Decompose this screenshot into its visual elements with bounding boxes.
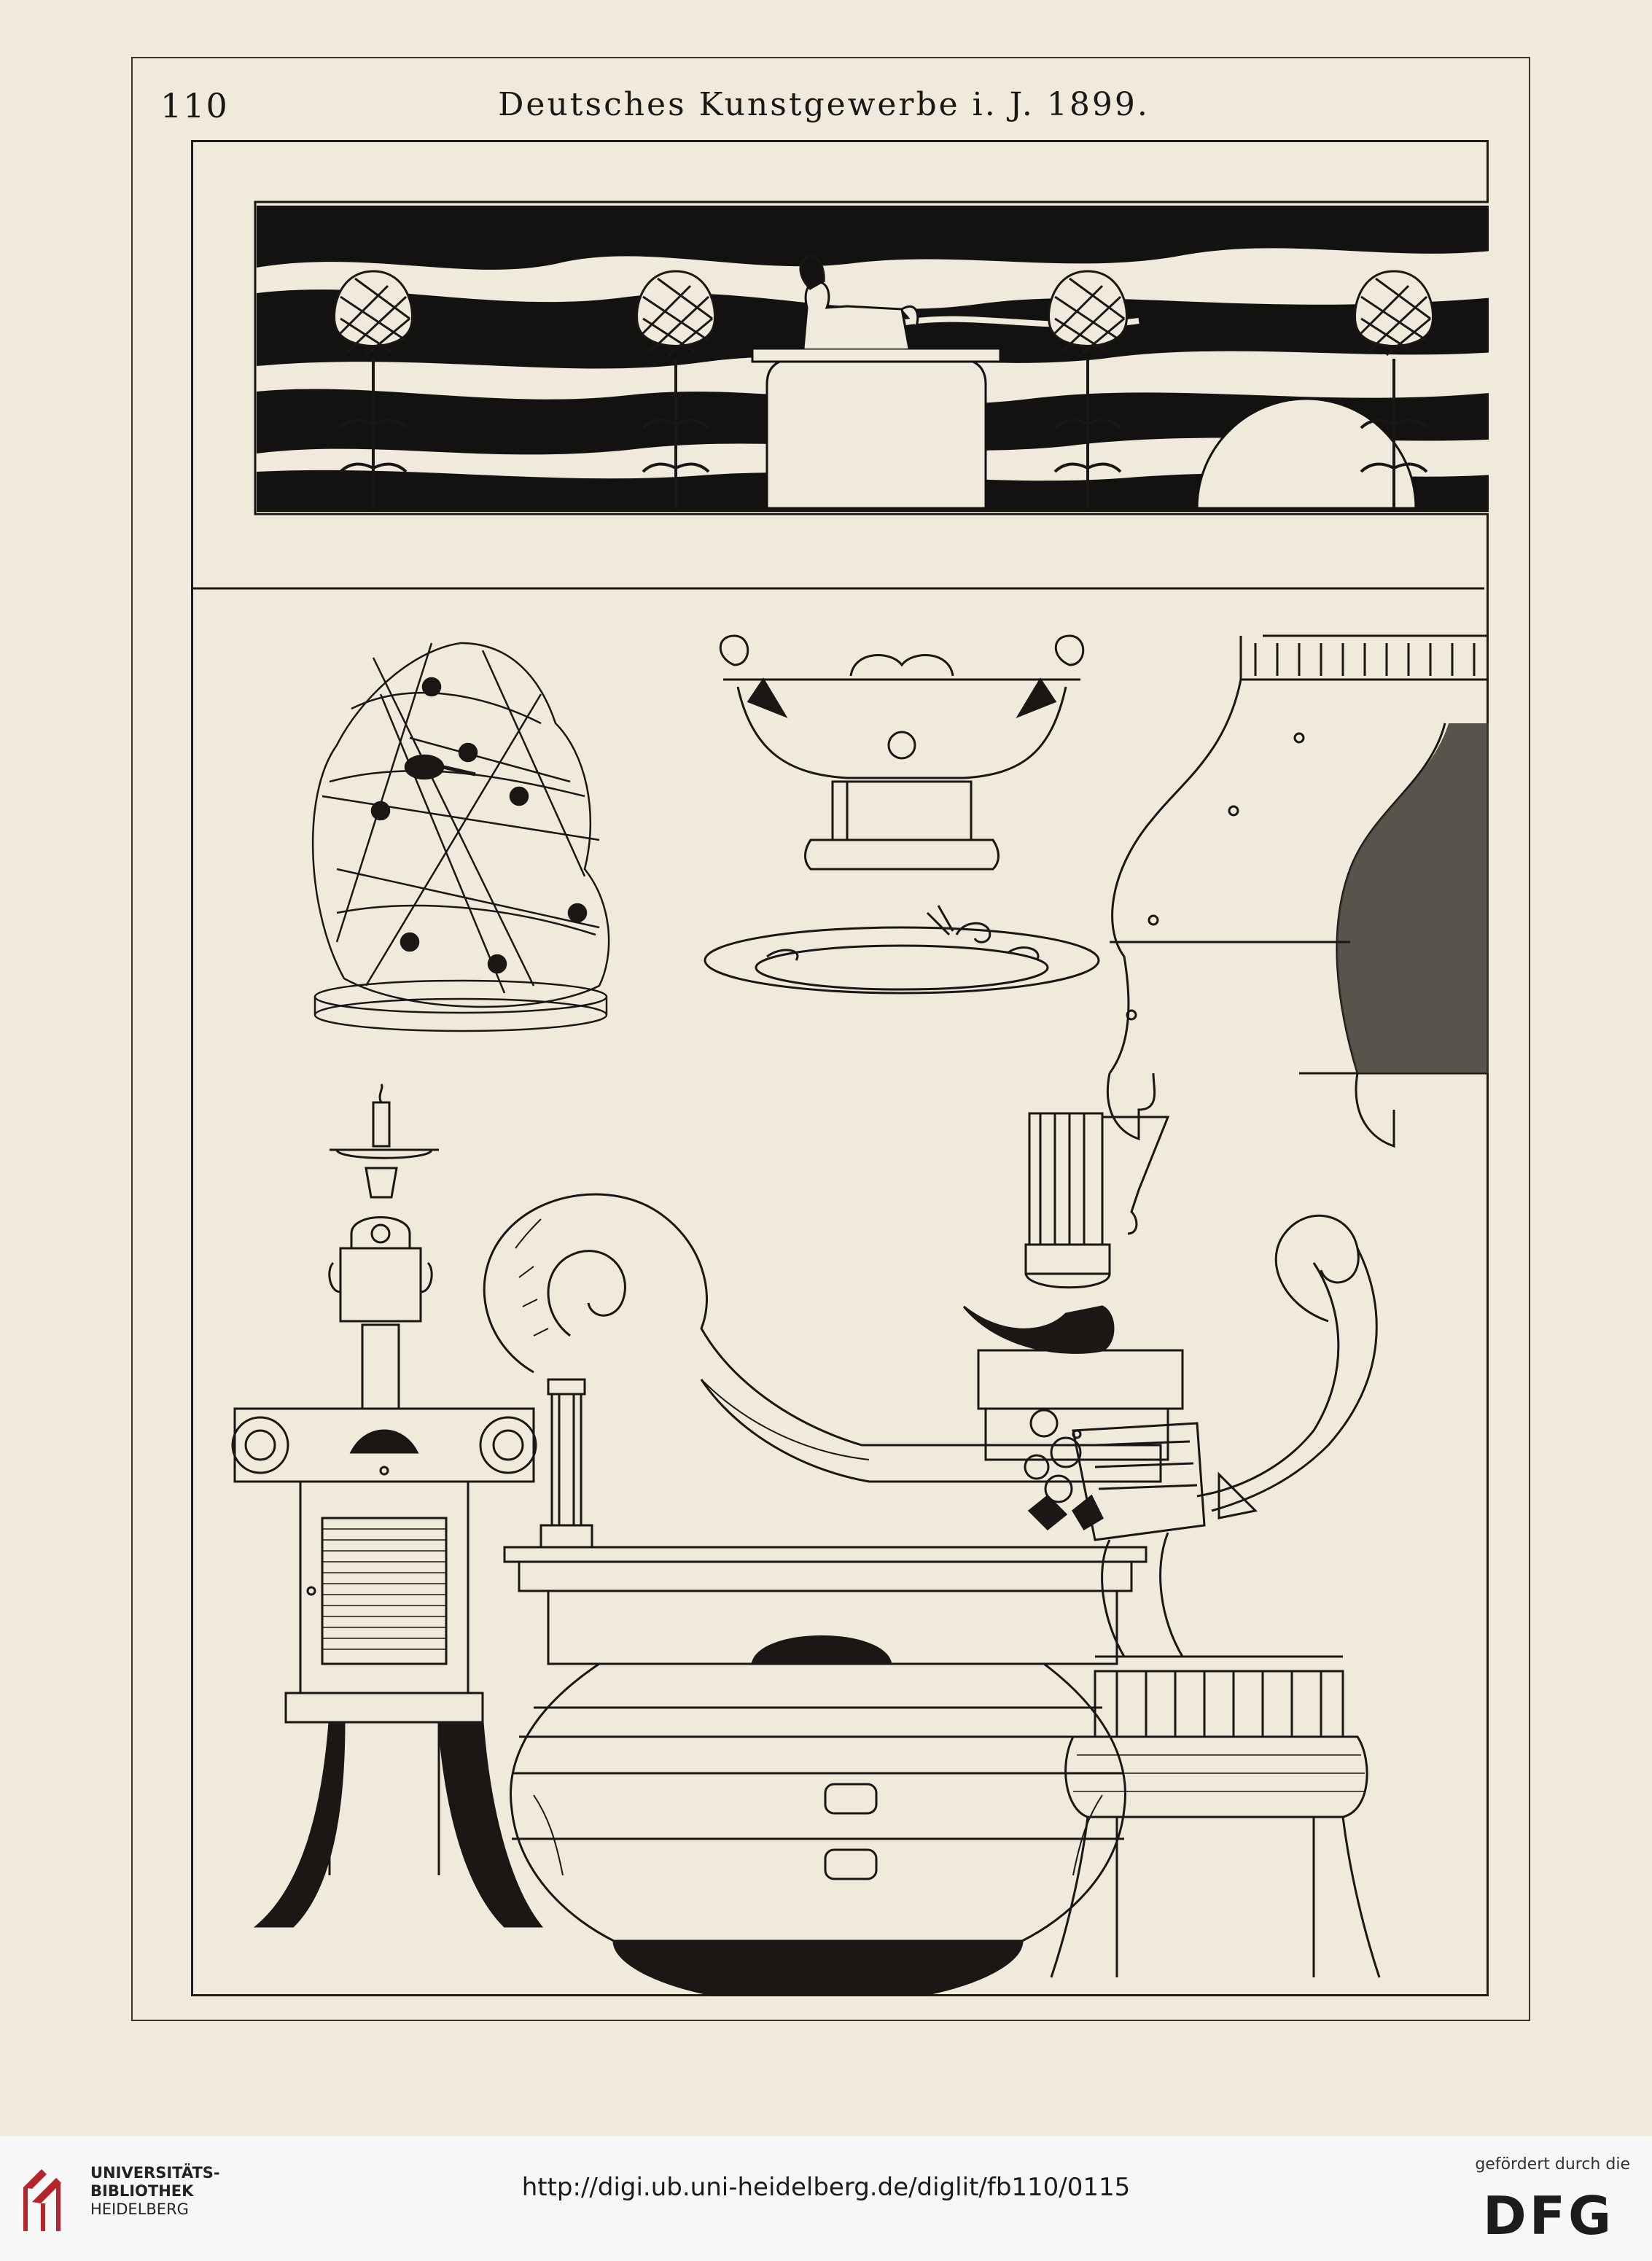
birdcage-illustration <box>313 643 609 1031</box>
candle-stand-illustration <box>233 1084 541 1926</box>
secretary-desk-illustration <box>1107 636 1489 1146</box>
svg-text:DFG: DFG <box>1483 2189 1615 2240</box>
footer-bar <box>0 2136 1652 2261</box>
illustration-plate <box>191 140 1489 1996</box>
institution-line-1: UNIVERSITÄTS- <box>90 2164 220 2182</box>
bowl-and-plate-illustration <box>705 636 1099 993</box>
source-url-link[interactable]: http://digi.ub.uni-heidelberg.de/diglit/fb110/0115 <box>521 2173 1131 2202</box>
institution-line-3: HEIDELBERG <box>90 2200 189 2218</box>
flowers-ornament <box>1025 1410 1102 1529</box>
institution-line-2: BIBLIOTHEK <box>90 2182 194 2200</box>
running-head <box>131 86 1516 137</box>
journal-title: Deutsches Kunstgewerbe i. J. 1899. <box>498 86 1150 123</box>
frieze-illustration <box>255 202 1489 514</box>
dfg-logo-icon <box>1483 2189 1629 2240</box>
page-number: 110 <box>160 86 229 125</box>
funding-note: gefördert durch die <box>1475 2155 1630 2174</box>
scroll-cabinet-illustration <box>484 1113 1182 1996</box>
